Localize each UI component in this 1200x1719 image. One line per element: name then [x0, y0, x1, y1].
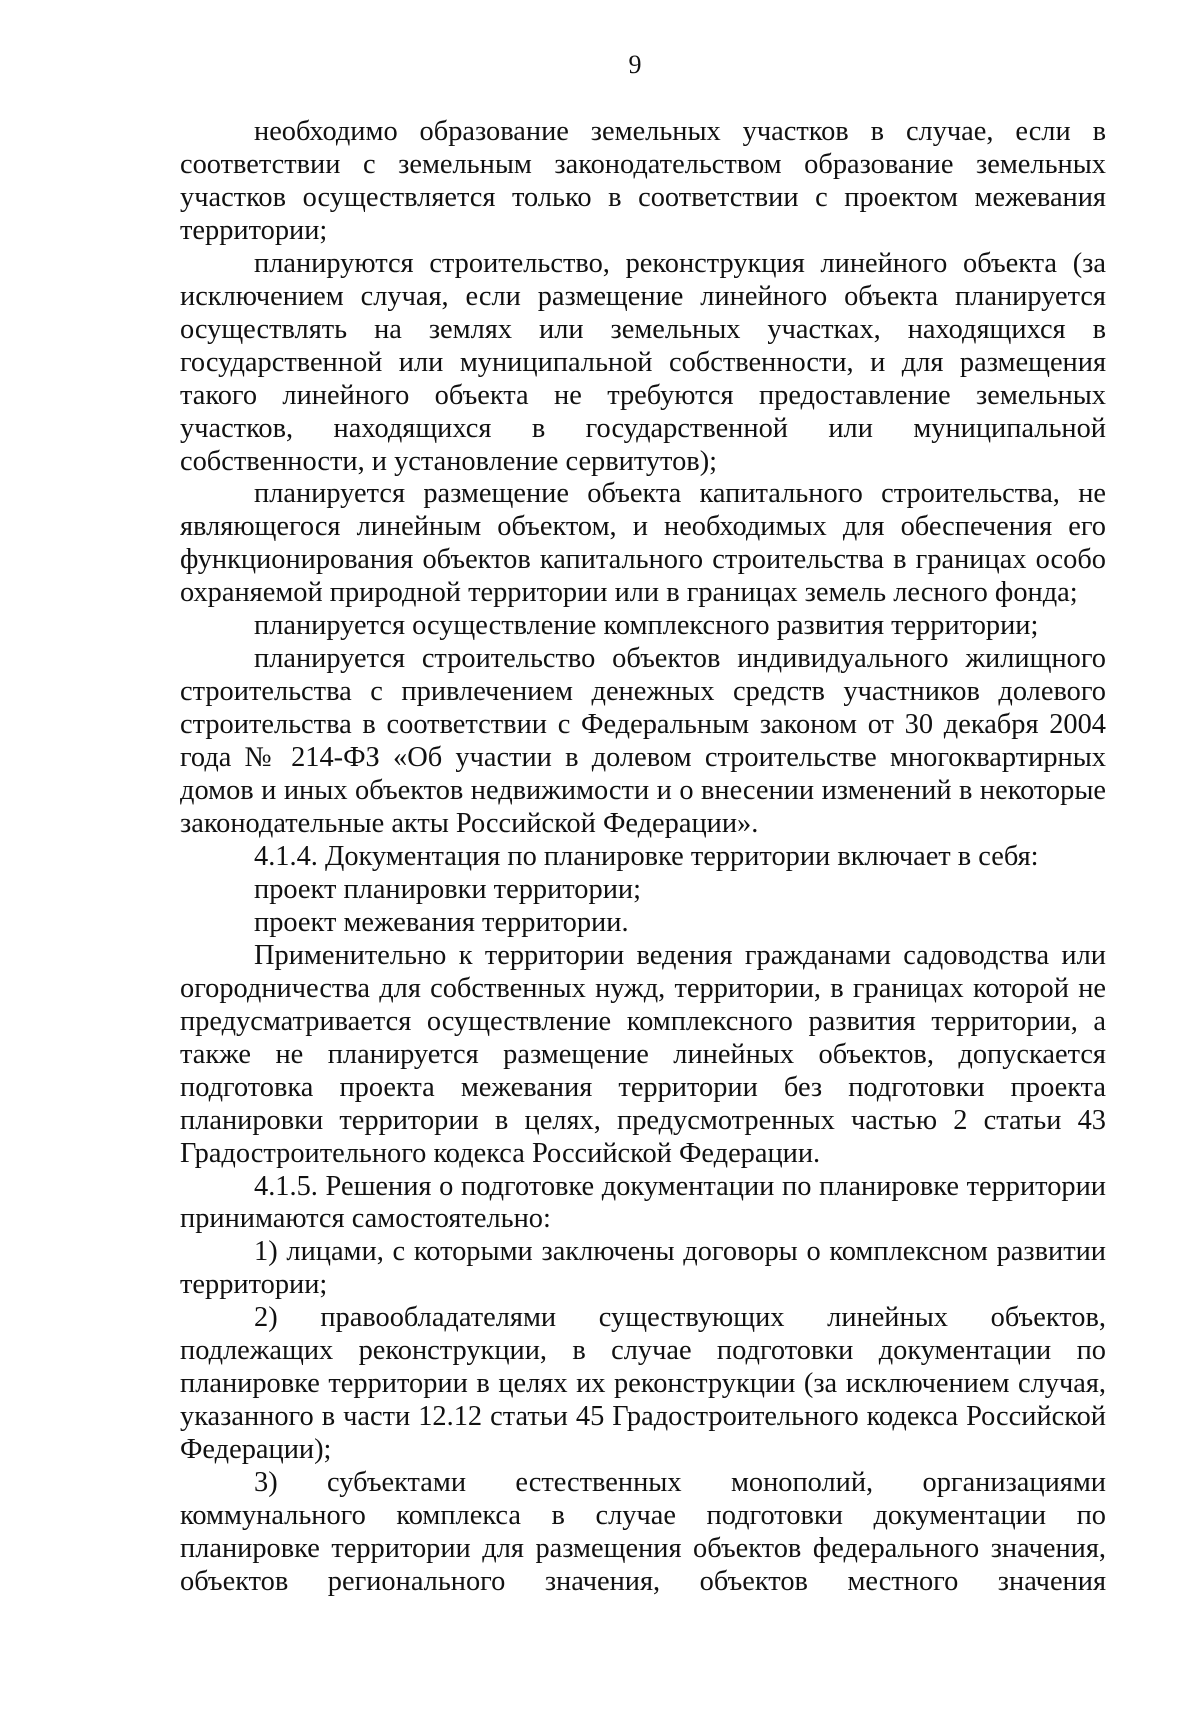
- numbered-item-1: 1) лицами, с которыми заключены договоры о комплексном развитии территории;: [180, 1236, 1106, 1301]
- paragraph: планируются строительство, реконструкция линейного объекта (за исключением случая, если размещение линейного объекта планируется осуществлять на землях или земельных участках, находящихся в государственной или муниципальной собственности, и для размещения такого линейного объекта не требуются предоставление земельных участков, находящихся в государственной или муниципальной собственности, и установление сервитутов);: [180, 247, 1106, 477]
- paragraph: планируется строительство объектов индивидуального жилищного строительства с привлечением денежных средств участников долевого строительства в соответствии с Федеральным законом от 30 декабря 2004 года № 214-ФЗ «Об участии в долевом строительстве многоквартирных домов и иных объектов недвижимости и о внесении изменений в некоторые законодательные акты Российской Федерации».: [180, 643, 1106, 840]
- paragraph: планируется осуществление комплексного развития территории;: [254, 610, 1039, 642]
- section-heading-4-1-4: 4.1.4. Документация по планировке территории включает в себя:: [254, 840, 1039, 872]
- paragraph: планируется размещение объекта капитального строительства, не являющегося линейным объектом, и необходимых для обеспечения его функционирования объектов капитального строительства в границах особо охраняемой природной территории или в границах земель лесного фонда;: [180, 478, 1106, 609]
- page-number: 9: [628, 50, 642, 79]
- paragraph: необходимо образование земельных участков в случае, если в соответствии с земельным законодательством образование земельных участков осуществляется только в соответствии с проектом межевания территории;: [180, 116, 1106, 246]
- section-heading-4-1-5: 4.1.5. Решения о подготовке документации по планировке территории принимаются самостоятельно:: [180, 1170, 1106, 1235]
- document-body: [180, 116, 1106, 1599]
- paragraph: Применительно к территории ведения гражданами садоводства или огородничества для собственных нужд, территории, в границах которой не предусматривается осуществление комплексного развития территории, а также не планируется размещение линейных объектов, допускается подготовка проекта межевания территории без подготовки проекта планировки территории в целях, предусмотренных частью 2 статьи 43 Градостроительного кодекса Российской Федерации.: [180, 939, 1106, 1169]
- numbered-item-3: 3) субъектами естественных монополий, организациями коммунального комплекса в случае подготовки документации по планировке территории для размещения объектов федерального значения, объектов регионального значения, объектов местного значения: [180, 1467, 1106, 1597]
- numbered-item-2: 2) правообладателями существующих линейных объектов, подлежащих реконструкции, в случае подготовки документации по планировке территории в целях их реконструкции (за исключением случая, указанного в части 12.12 статьи 45 Градостроительного кодекса Российской Федерации);: [180, 1302, 1106, 1466]
- list-item: проект планировки территории;: [254, 873, 641, 905]
- list-item: проект межевания территории.: [254, 906, 629, 938]
